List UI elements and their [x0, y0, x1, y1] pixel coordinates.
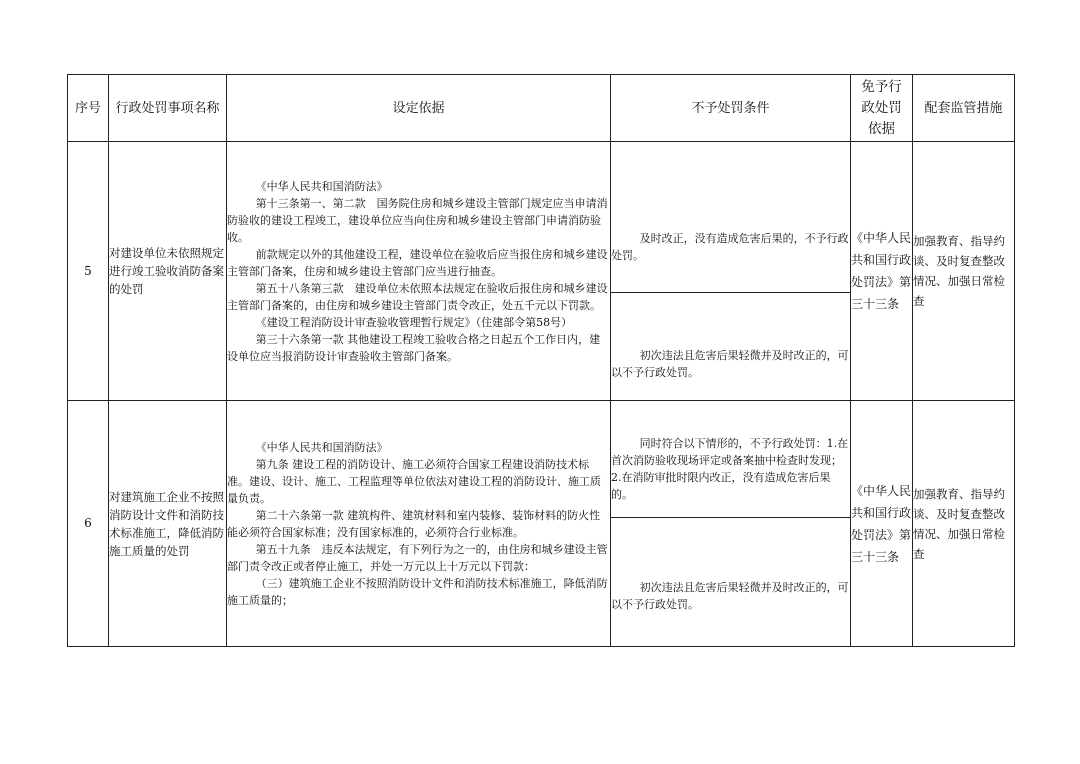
header-row — [68, 75, 1015, 142]
row-name: 对建设单位未依照规定进行竣工验收消防备案的处罚 — [109, 142, 227, 401]
row-condition — [611, 142, 851, 293]
condition-text: 及时改正，没有造成危害后果的，不予行政处罚。 — [611, 232, 849, 262]
basis-para: 第二十六条第一款 建筑构件、建筑材料和室内装修、装饰材料的防火性能必须符合国家标准；没有国家标准的，必须符合行业标准。 — [227, 508, 601, 539]
basis-para: 《中华人民共和国消防法》 — [255, 440, 388, 454]
table-row — [68, 142, 1015, 293]
row-seq: 5 — [68, 142, 109, 401]
basis-para: 第十三条第一、第二款 国务院住房和城乡建设主管部门规定应当申请消防验收的建设工程竣工，建设单位应当向住房和城乡建设主管部门申请消防验收。 — [227, 196, 608, 244]
row-name: 对建筑施工企业不按照消防设计文件和消防技术标准施工，降低消防施工质量的处罚 — [109, 401, 227, 647]
basis-para: 第五十八条第三款 建设单位未依照本法规定在验收后报住房和城乡建设主管部门备案的，由住房和城乡建设主管部门责令改正，处五千元以下罚款。 — [227, 281, 608, 312]
row-condition — [611, 293, 851, 401]
row-exempt: 《中华人民共和国行政处罚法》第三十三条 — [851, 401, 913, 647]
row-measures: 加强教育、指导约谈、及时复查整改情况、加强日常检查 — [913, 142, 1015, 401]
basis-para: 《中华人民共和国消防法》 — [255, 179, 388, 193]
basis-para: 第三十六条第一款 其他建设工程竣工验收合格之日起五个工作日内，建设单位应当报消防设计审查验收主管部门备案。 — [227, 332, 601, 363]
row-condition — [611, 401, 851, 518]
header-exempt — [851, 75, 913, 142]
header-condition: 不予处罚条件 — [611, 75, 851, 142]
row-basis — [227, 142, 611, 401]
basis-para: 前款规定以外的其他建设工程，建设单位在验收后应当报住房和城乡建设主管部门备案，住房和城乡建设主管部门应当进行抽查。 — [227, 247, 608, 278]
row-basis — [227, 401, 611, 647]
condition-text: 同时符合以下情形的，不予行政处罚：1.在首次消防验收现场评定或备案抽中检查时发现；2.在消防审批时限内改正，没有造成危害后果的。 — [611, 437, 849, 501]
header-basis: 设定依据 — [227, 75, 611, 142]
basis-para: 《建设工程消防设计审查验收管理暂行规定》（住建部令第58号） — [255, 315, 573, 329]
penalty-table — [67, 74, 1015, 647]
basis-para: （三）建筑施工企业不按照消防设计文件和消防技术标准施工，降低消防施工质量的； — [227, 576, 608, 607]
condition-text: 初次违法且危害后果轻微并及时改正的，可以不予行政处罚。 — [611, 348, 849, 379]
header-exempt-text: 免予行政处罚依据 — [861, 78, 902, 137]
row-exempt: 《中华人民共和国行政处罚法》第三十三条 — [851, 142, 913, 401]
header-name: 行政处罚事项名称 — [109, 75, 227, 142]
header-measures: 配套监管措施 — [913, 75, 1015, 142]
row-seq: 6 — [68, 401, 109, 647]
header-seq: 序号 — [68, 75, 109, 142]
basis-para: 第九条 建设工程的消防设计、施工必须符合国家工程建设消防技术标准。建设、设计、施工、工程监理等单位依法对建设工程的消防设计、施工质量负责。 — [227, 457, 601, 505]
condition-text: 初次违法且危害后果轻微并及时改正的，可以不予行政处罚。 — [611, 581, 849, 611]
table-row — [68, 401, 1015, 518]
basis-para: 第五十九条 违反本法规定，有下列行为之一的，由住房和城乡建设主管部门责令改正或者停止施工，并处一万元以上十万元以下罚款： — [227, 542, 608, 573]
row-measures: 加强教育、指导约谈、及时复查整改情况、加强日常检查 — [913, 401, 1015, 647]
row-condition — [611, 518, 851, 647]
